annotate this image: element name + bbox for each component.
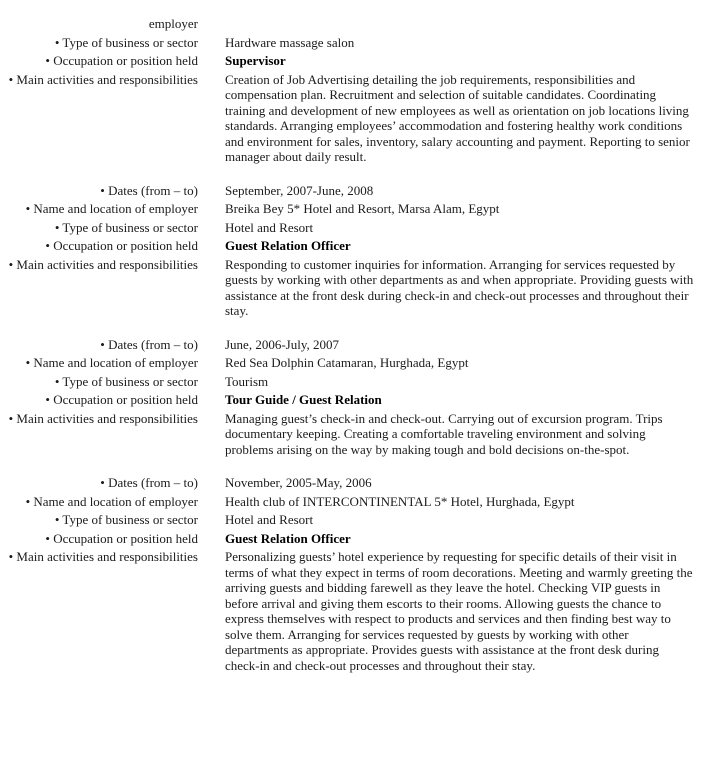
field-row-main-activities (0, 72, 724, 165)
field-value-dates: September, 2007-June, 2008 (225, 182, 374, 198)
field-label-name-and-location: • Name and location of employer (25, 355, 198, 370)
field-value-type-of-business: Hardware massage salon (225, 34, 355, 50)
field-value-type-of-business: Tourism (225, 373, 269, 389)
field-row-type-of-business (0, 374, 724, 390)
field-row-name-and-location (0, 494, 724, 510)
section-separator (0, 322, 724, 337)
field-label-occupation: • Occupation or position held (45, 392, 198, 407)
field-label-dates: • Dates (from – to) (100, 336, 198, 352)
field-label-main-activities: • Main activities and responsibilities (8, 410, 198, 426)
field-row-dates (0, 183, 724, 199)
field-value-dates: June, 2006-July, 2007 (225, 336, 339, 352)
field-row-employer-continuation (0, 16, 724, 32)
field-label-dates: • Dates (from – to) (100, 182, 198, 198)
field-row-occupation (0, 392, 724, 408)
field-value-main-activities: Personalizing guests’ hotel experience by requesting for specific details of their visit in terms of what they expect in terms of room decorations. Meeting and warmly greeting the arriving guests and bidding farewell as they leave the hotel. Checking VIP guests in before arrival and giving them escorts to their rooms. Allowing guests the chance to express themselves with respect to products and services and then finding best way to solve them. Arranging for services requested by guests by working with other departments as appropriate. Provides guests with assistance at the front desk during check-in and check-out processes and throughout their stay. (225, 549, 693, 673)
field-value-dates: November, 2005-May, 2006 (225, 475, 372, 490)
field-label-occupation: • Occupation or position held (45, 53, 198, 68)
field-label-main-activities: • Main activities and responsibilities (8, 256, 198, 272)
field-value-name-and-location: Red Sea Dolphin Catamaran, Hurghada, Egypt (225, 355, 469, 370)
field-value-occupation: Tour Guide / Guest Relation (225, 392, 382, 407)
field-row-dates (0, 475, 724, 491)
field-label-type-of-business: • Type of business or sector (54, 512, 198, 527)
field-row-main-activities (0, 411, 724, 458)
field-row-type-of-business (0, 512, 724, 528)
field-row-name-and-location (0, 201, 724, 217)
field-value-occupation: Guest Relation Officer (225, 530, 351, 546)
field-row-dates (0, 337, 724, 353)
field-value-type-of-business: Hotel and Resort (225, 512, 314, 527)
field-label-main-activities: • Main activities and responsibilities (8, 71, 198, 87)
field-label-type-of-business: • Type of business or sector (54, 373, 198, 389)
field-row-main-activities (0, 257, 724, 319)
field-row-name-and-location (0, 355, 724, 371)
field-value-occupation: Guest Relation Officer (225, 238, 351, 253)
section-separator (0, 168, 724, 183)
field-label-occupation: • Occupation or position held (45, 530, 198, 546)
field-value-main-activities: Managing guest’s check-in and check-out. Carrying out of excursion program. Trips documentary keeping. Creating a comfortable traveling environment and solving problems arising on the way by making tough and bold decisions on-the-spot. (225, 410, 663, 457)
field-value-main-activities: Creation of Job Advertising detailing the job requirements, responsibilities and compensation plan. Recruitment and selection of suitable candidates. Coordinating training and development of new employees as well as orientation on job locations living standards. Arranging employees’ accommodation and fostering healthy work conditions and environment for sales, inventory, salary accounting and payment. Reporting to senior manager about daily result. (225, 71, 690, 164)
field-row-main-activities (0, 549, 724, 673)
field-value-type-of-business: Hotel and Resort (225, 219, 314, 235)
section-separator (0, 460, 724, 475)
field-label-name-and-location: • Name and location of employer (25, 493, 198, 509)
field-label-type-of-business: • Type of business or sector (54, 219, 198, 235)
field-value-occupation: Supervisor (225, 53, 286, 68)
field-label-employer-continuation: employer (148, 16, 198, 31)
field-value-name-and-location: Health club of INTERCONTINENTAL 5* Hotel, Hurghada, Egypt (225, 493, 575, 509)
field-label-dates: • Dates (from – to) (100, 475, 198, 490)
field-value-main-activities: Responding to customer inquiries for information. Arranging for services requested by guests by working with other departments as and when appropriate. Providing guests with assistance at the front desk during check-in and check-out processes and throughout their stay. (225, 256, 694, 318)
field-value-name-and-location: Breika Bey 5* Hotel and Resort, Marsa Alam, Egypt (225, 201, 500, 216)
field-row-type-of-business (0, 35, 724, 51)
field-label-name-and-location: • Name and location of employer (25, 201, 198, 216)
field-label-main-activities: • Main activities and responsibilities (8, 549, 198, 564)
field-label-type-of-business: • Type of business or sector (54, 34, 198, 50)
field-row-type-of-business (0, 220, 724, 236)
field-row-occupation (0, 53, 724, 69)
field-label-occupation: • Occupation or position held (45, 238, 198, 253)
field-row-occupation (0, 531, 724, 547)
field-row-occupation (0, 238, 724, 254)
